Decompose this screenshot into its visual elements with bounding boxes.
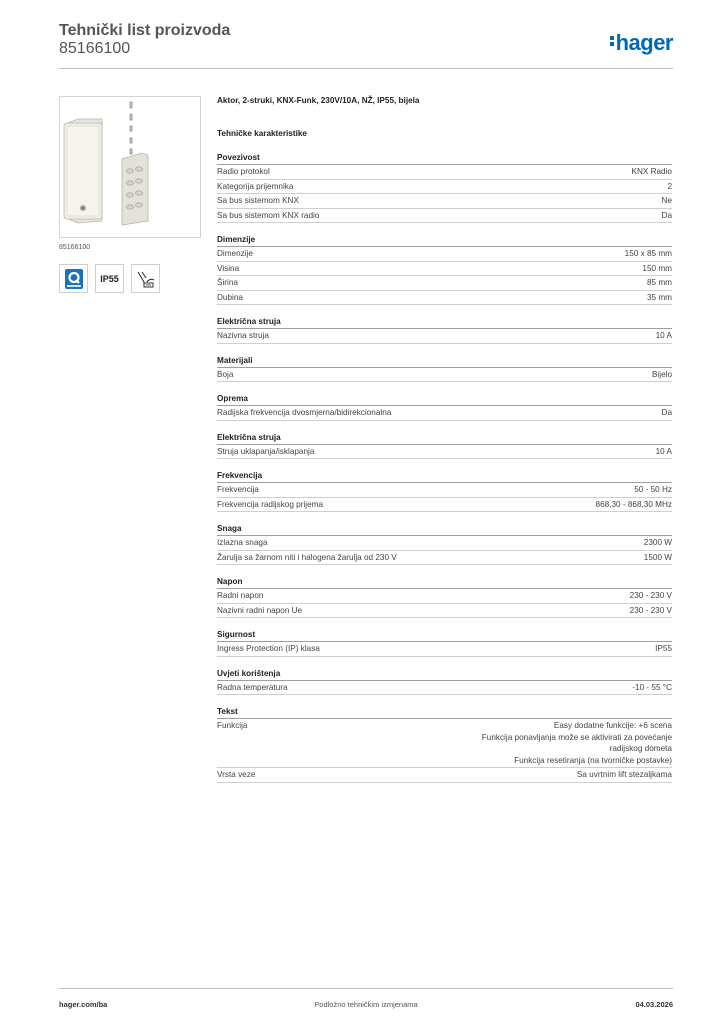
section-title: Snaga: [217, 522, 672, 536]
section-title: Povezivost: [217, 151, 672, 165]
spec-value: 10 A: [655, 446, 672, 456]
spec-row: [217, 209, 672, 224]
spec-sections: [217, 151, 672, 783]
spec-row: [217, 589, 672, 604]
spec-value: 2300 W: [643, 538, 672, 547]
spec-label: Dubina: [217, 292, 243, 302]
spec-row: [217, 180, 672, 195]
spec-label: Žarulja sa žarnom niti i halogena žarulja od 230 V: [217, 552, 397, 562]
spec-label: Dimenzije: [217, 249, 253, 258]
section-title: Električna struja: [217, 431, 672, 445]
section-title: Tekst: [217, 705, 672, 719]
spec-section: [217, 469, 672, 512]
spec-label: Vrsta veze: [217, 770, 256, 779]
spec-section: [217, 431, 672, 460]
spec-value: 150 x 85 mm: [624, 249, 672, 258]
footer-date: 04.03.2026: [635, 1000, 673, 1009]
spec-value: KNX Radio: [631, 167, 672, 176]
hager-logo[interactable]: [610, 30, 673, 56]
spec-row: [217, 247, 672, 262]
spec-label: Frekvencija: [217, 485, 259, 494]
badge-row: [59, 264, 160, 293]
spec-value: 35 mm: [646, 292, 672, 302]
spec-label: Frekvencija radijskog prijema: [217, 499, 324, 509]
spec-row: [217, 498, 672, 513]
spec-value-line: Funkcija ponavljanja može se aktivirati za povećanje: [481, 732, 672, 742]
page-header: [59, 20, 673, 69]
spec-label: Ingress Protection (IP) klasa: [217, 644, 320, 653]
spec-label: Radio protokol: [217, 167, 270, 176]
spec-value: Da: [661, 210, 672, 220]
section-title: Materijali: [217, 354, 672, 368]
section-title: Sigurnost: [217, 628, 672, 642]
section-title: Dimenzije: [217, 233, 672, 247]
image-product-code: 85166100: [59, 244, 91, 251]
section-title: Električna struja: [217, 315, 672, 329]
spec-value: Sa uvrtnim lift stezaljkama: [576, 770, 672, 779]
spec-label: Izlazna snaga: [217, 538, 268, 547]
screw-terminal-icon: [135, 268, 157, 290]
spec-value-line: Funkcija resetiranja (na tvorničke postavke): [514, 755, 672, 765]
spec-section: [217, 667, 672, 696]
spec-value: 230 - 230 V: [629, 605, 672, 615]
spec-value-line: radijskog dometa: [609, 744, 672, 753]
footer-disclaimer: Podložno tehničkim izmjenama: [314, 1000, 418, 1009]
quality-badge: [59, 264, 88, 293]
terminal-connection-badge: [131, 264, 160, 293]
spec-value: 85 mm: [646, 278, 672, 287]
spec-row: [217, 536, 672, 551]
spec-label: Sa bus sistemom KNX: [217, 196, 299, 205]
spec-value: -10 - 55 °C: [632, 682, 672, 692]
spec-row: [217, 719, 672, 768]
product-drawing: [60, 97, 200, 237]
spec-section: [217, 628, 672, 657]
spec-value-line: Easy dodatne funkcije: +6 scena: [553, 721, 672, 730]
spec-label: Nazivna struja: [217, 331, 269, 340]
spec-value: 50 - 50 Hz: [634, 485, 672, 494]
logo-dots-icon: [610, 34, 614, 48]
spec-label: Struja uklapanja/isklapanja: [217, 446, 315, 456]
spec-row: [217, 165, 672, 180]
spec-value: 150 mm: [642, 263, 672, 273]
spec-label: Radijska frekvencija dvosmjerna/bidirekcionalna: [217, 408, 392, 417]
spec-row: [217, 329, 672, 344]
spec-section: [217, 354, 672, 383]
spec-value: 2: [667, 181, 672, 191]
spec-section: [217, 705, 672, 783]
spec-value: 1500 W: [643, 552, 672, 562]
section-title: Uvjeti korištenja: [217, 667, 672, 681]
section-title: Napon: [217, 575, 672, 589]
spec-row: [217, 291, 672, 306]
spec-row: [217, 483, 672, 498]
spec-value: Da: [661, 408, 672, 417]
spec-row: [217, 406, 672, 421]
document-title: Tehnički list proizvoda: [59, 22, 231, 39]
spec-row: [217, 642, 672, 657]
spec-label: Funkcija: [217, 721, 248, 730]
spec-value: IP55: [655, 644, 672, 653]
spec-row: [217, 276, 672, 291]
spec-row: [217, 604, 672, 619]
spec-section: [217, 392, 672, 421]
spec-value: 10 A: [655, 331, 672, 340]
spec-section: [217, 151, 672, 223]
spec-label: Visina: [217, 263, 240, 273]
spec-row: [217, 768, 672, 783]
section-title: Frekvencija: [217, 469, 672, 483]
technical-heading: Tehničke karakteristike: [217, 129, 307, 138]
spec-value: [482, 720, 672, 766]
spec-section: [217, 522, 672, 565]
ip-rating-badge: IP55: [95, 264, 124, 293]
spec-row: [217, 445, 672, 460]
footer-website-link[interactable]: hager.com/ba: [59, 1000, 108, 1009]
spec-label: Širina: [217, 278, 238, 287]
spec-value: 868,30 - 868,30 MHz: [595, 499, 672, 509]
spec-section: [217, 575, 672, 618]
page-footer: [59, 988, 673, 1017]
spec-section: [217, 315, 672, 344]
spec-row: [217, 262, 672, 277]
spec-row: [217, 551, 672, 566]
spec-label: Kategorija prijemnika: [217, 181, 294, 191]
specification-panel: [217, 94, 672, 793]
spec-value: Bijelo: [651, 369, 672, 379]
product-image: [59, 96, 201, 238]
spec-row: [217, 194, 672, 209]
product-title: Aktor, 2-struki, KNX-Funk, 230V/10A, NŽ, IP55, bijela: [217, 96, 420, 105]
spec-label: Sa bus sistemom KNX radio: [217, 210, 320, 220]
document-product-code: 85166100: [59, 40, 131, 57]
spec-row: [217, 681, 672, 696]
spec-label: Nazivni radni napon Ue: [217, 605, 303, 615]
spec-label: Boja: [217, 369, 234, 379]
spec-label: Radni napon: [217, 591, 264, 600]
logo-text: hager: [615, 30, 673, 55]
spec-section: [217, 233, 672, 305]
section-title: Oprema: [217, 392, 672, 406]
quality-icon: [63, 268, 85, 290]
spec-value: Ne: [661, 196, 672, 205]
spec-row: [217, 368, 672, 383]
spec-label: Radna temperatura: [217, 682, 288, 692]
spec-value: 230 - 230 V: [629, 591, 672, 600]
